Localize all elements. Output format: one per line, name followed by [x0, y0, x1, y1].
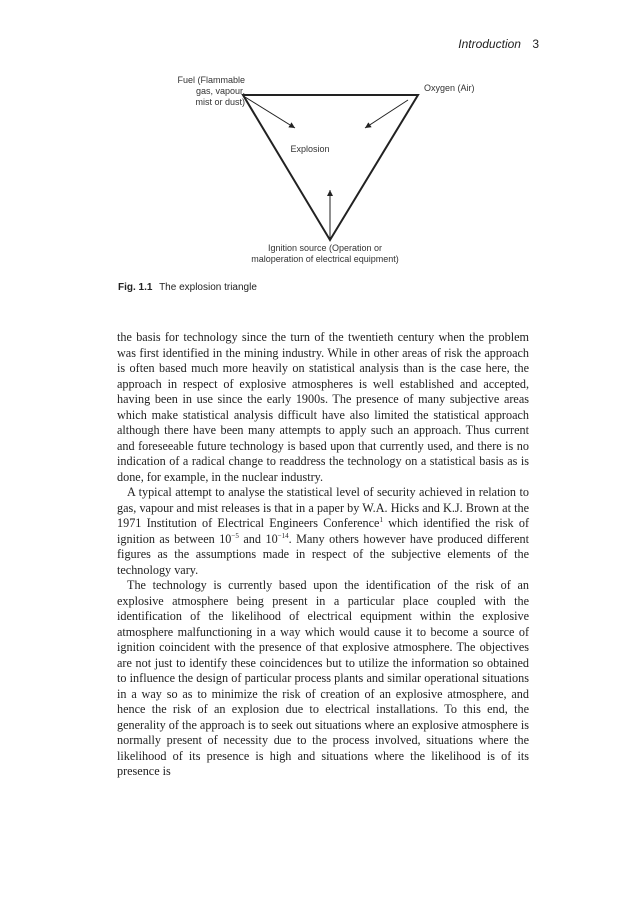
oxygen-label: Oxygen (Air) — [424, 83, 475, 93]
fuel-label-line: mist or dust) — [195, 97, 245, 107]
body-text — [117, 330, 529, 780]
text-run: which identified the risk of ignition as between 10 — [117, 516, 529, 546]
ignition-label-line: Ignition source (Operation or — [267, 243, 383, 253]
ignition-label-line: maloperation of electrical equipment) — [251, 254, 399, 264]
caption-number: Fig. 1.1 — [118, 282, 153, 293]
exponent: −14 — [277, 531, 289, 540]
text-run: . Many others however have produced different figures as the assumptions made in respect of the subjective elements of the technology vary. — [117, 531, 529, 577]
caption-text: The explosion triangle — [159, 282, 257, 293]
ignition-label — [195, 243, 455, 265]
fuel-label-line: Fuel (Flammable — [177, 75, 245, 85]
chapter-title: Introduction — [458, 37, 521, 51]
paragraph — [117, 485, 529, 578]
page-number: 3 — [532, 37, 539, 51]
paragraph: the basis for technology since the turn of the twentieth century when the problem was first identified in the mining industry. While in other areas of risk the approach is often based much more heavily on statistical analysis than is the case here, the approach in respect of explosive atmospheres is well established and accepted, having been in use since the early 1900s. The presence of many subjective areas which make statistical analysis difficult have also limited the statistical approach although there have been many attempts to apply such an approach. Thus current and foreseeable future technology is based upon that currently used, and there is no indication of a radical change to readdress the technology on a statistical basis as is done, for example, in the nuclear industry. — [117, 330, 529, 484]
paragraph: The technology is currently based upon the identification of the risk of an explosive atmosphere being present in a particular place coupled with the identification of the likelihood of electrical equipment within the explosive atmosphere malfunctioning in a way which would cause it to become a source of ignition coincident with the presence of that explosive atmosphere. The objectives are not just to identify these coincidences but to utilize the information so obtained to influence the design of particular process plants and similar operational situations in a way so as to minimize the risk of creation of an explosive atmosphere, and hence the risk of an explosion due to electrical installations. To this end, the generality of the approach is to seek out situations where an explosive atmosphere is normally present of necessity due to the process involved, situations where the likelihood of its presence is high and situations where the likelihood is of its presence is — [117, 578, 529, 778]
explosion-label: Explosion — [290, 144, 330, 154]
text-run: A typical attempt to analyse the statistical level of security achieved in relation to gas, vapour and mist releases is that in a paper by W.A. Hicks and K.J. Brown at the 1971 Institution of Electrical Engineers Conference — [117, 485, 529, 530]
text-run: and 10 — [238, 531, 278, 546]
fuel-label — [165, 75, 245, 108]
reference-superscript: 1 — [379, 515, 383, 524]
fuel-label-line: gas, vapour, — [195, 86, 245, 96]
figure-caption — [118, 282, 257, 293]
exponent: −5 — [231, 531, 239, 540]
